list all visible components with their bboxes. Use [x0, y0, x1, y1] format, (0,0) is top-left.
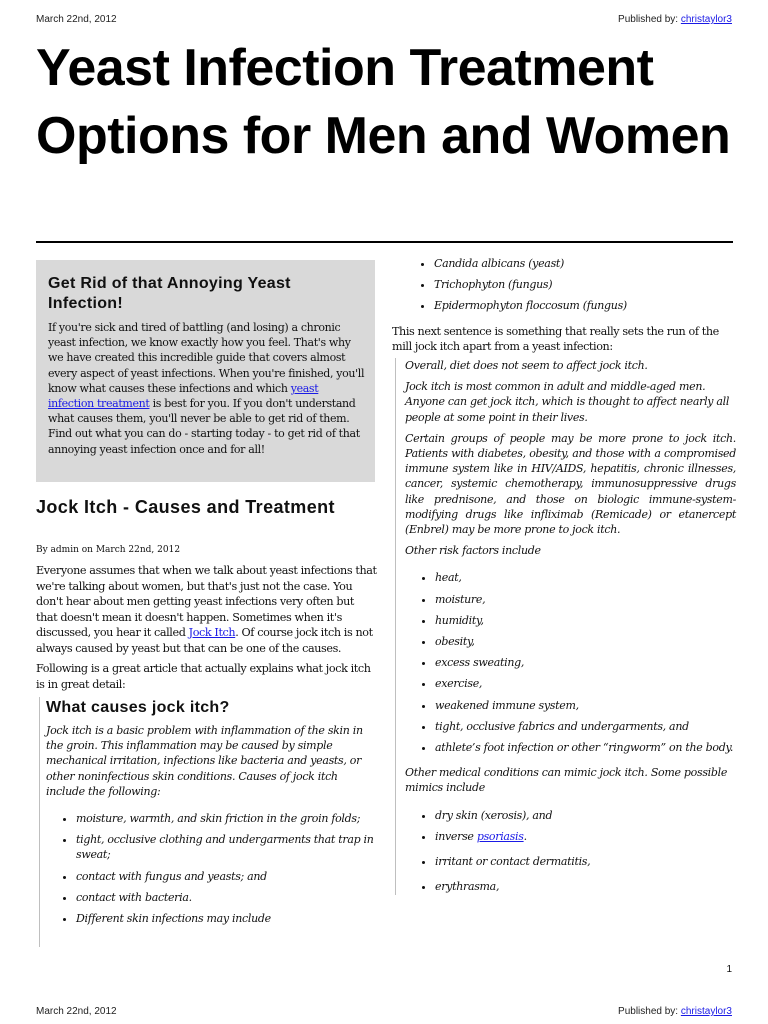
causes-quote-box: [39, 697, 377, 947]
list-item: • moisture,: [435, 592, 736, 607]
list-item: • excess sweating,: [435, 655, 736, 670]
risk-quote-box: [395, 358, 736, 894]
list-item: • contact with bacteria.: [76, 890, 377, 905]
psoriasis-link[interactable]: psoriasis: [476, 829, 524, 843]
list-item: • athlete’s foot infection or other “ringworm” on the body.: [435, 740, 736, 755]
organism-list: [392, 256, 736, 314]
list-item: • Epidermophyton floccosum (fungus): [434, 298, 736, 313]
intro-paragraph-2: Following is a great article that actually explains what jock itch is in great detail:: [36, 662, 371, 691]
list-item: • moisture, warmth, and skin friction in the groin folds;: [76, 811, 377, 826]
document-title: Yeast Infection Treatment Options for Men and Women: [36, 39, 731, 165]
list-item: • obesity,: [435, 634, 736, 649]
list-item: • heat,: [435, 570, 736, 585]
intro-text-end: . Of course jock itch is not always caused by yeast but that can be one of the causes.: [36, 626, 373, 655]
intro-paragraph-1: [36, 563, 378, 656]
causes-intro: Jock itch is a basic problem with inflammation of the skin in the groin. This inflammation may be caused by simple mechanical irritation, infections like bacteria and yeasts, or other noninfectious skin conditions. Causes of jock itch include the following:: [46, 724, 363, 798]
list-item: • tight, occlusive fabrics and undergarments, and: [435, 719, 736, 734]
mimic-text: inverse: [435, 829, 477, 843]
causes-heading: What causes jock itch?: [46, 699, 230, 716]
author-link[interactable]: christaylor3: [680, 1006, 732, 1017]
quote-paragraph-common: Jock itch is most common in adult and middle-aged men. Anyone can get jock itch, which is thought to affect nearly all people at some point in their lives.: [405, 380, 730, 424]
yeast-infection-treatment-link[interactable]: yeast infection treatment: [48, 381, 319, 411]
list-item: • irritant or contact dermatitis,: [435, 854, 736, 869]
promo-text-end: is best for you. If you don't understand what causes them, you'll never be able to get rid of them. Find out what you can do - starting today - to get rid of that annoying yeast infection once and for all!: [48, 397, 360, 456]
published-by-label: Published by:: [618, 1006, 679, 1017]
quote-paragraph-groups: Certain groups of people may be more prone to jock itch. Patients with diabetes, obesity, and those with a compromised immune system like in HIV/AIDS, hepatitis, chronic illnesses, cancer, systemic chemotherapy, immunosuppressive drugs like prednisone, and those on biologic immune-system-modifying drugs like infliximab (Remicade) or etanercept (Enbrel) may be more prone to jock itch.: [405, 431, 736, 537]
list-item: • dry skin (xerosis), and: [435, 808, 736, 823]
page-number: 1: [726, 964, 732, 975]
title-divider: [36, 241, 733, 243]
causes-list: [46, 811, 377, 926]
intro-text-start: Everyone assumes that when we talk about yeast infections that we're talking about women, but that's just not the case. You don't hear about men getting yeast infections very often but that doesn't mean it doesn't happen. Sometimes when it's discussed, you hear it called: [36, 564, 377, 639]
list-item: • weakened immune system,: [435, 698, 736, 713]
jock-itch-link[interactable]: Jock Itch: [188, 626, 236, 639]
list-item: • Trichophyton (fungus): [434, 277, 736, 292]
mill-sentence: This next sentence is something that really sets the run of the mill jock itch apart from a yeast infection:: [392, 324, 719, 353]
right-column: [392, 256, 736, 901]
risk-factors-intro: Other risk factors include: [405, 544, 541, 558]
byline: By admin on March 22nd, 2012: [36, 545, 181, 555]
header-published-by: [618, 14, 732, 25]
list-item: • tight, occlusive clothing and undergarments that trap in sweat;: [76, 832, 377, 862]
article-heading: Jock Itch - Causes and Treatment: [36, 497, 335, 517]
list-item: • Different skin infections may include: [76, 911, 377, 926]
risk-factors-list: [405, 570, 736, 755]
quote-paragraph-diet: Overall, diet does not seem to affect jock itch.: [405, 359, 648, 373]
author-link[interactable]: christaylor3: [680, 14, 732, 25]
list-item: • exercise,: [435, 676, 736, 691]
header-date: March 22nd, 2012: [36, 14, 117, 25]
promo-heading: Get Rid of that Annoying Yeast Infection!: [48, 275, 291, 312]
mimics-intro: Other medical conditions can mimic jock itch. Some possible mimics include: [405, 766, 728, 795]
list-item: [435, 829, 736, 844]
list-item: • erythrasma,: [435, 879, 736, 894]
mimics-list: [405, 808, 736, 895]
promo-text: [48, 320, 365, 457]
list-item: • contact with fungus and yeasts; and: [76, 869, 377, 884]
article-intro: [36, 563, 378, 697]
footer-date: March 22nd, 2012: [36, 1006, 117, 1017]
promo-text-start: If you're sick and tired of battling (and losing) a chronic yeast infection, we know exactly how you feel. That's why we have created this incredible guide that covers almost every aspect of yeast infections. When you're finished, you'll know what causes these infections and which: [48, 321, 365, 395]
published-by-label: Published by:: [618, 14, 679, 25]
mimic-text-end: .: [523, 829, 527, 843]
list-item: • humidity,: [435, 613, 736, 628]
footer-published-by: [618, 1006, 732, 1017]
promo-box: [36, 260, 375, 482]
list-item: • Candida albicans (yeast): [434, 256, 736, 271]
